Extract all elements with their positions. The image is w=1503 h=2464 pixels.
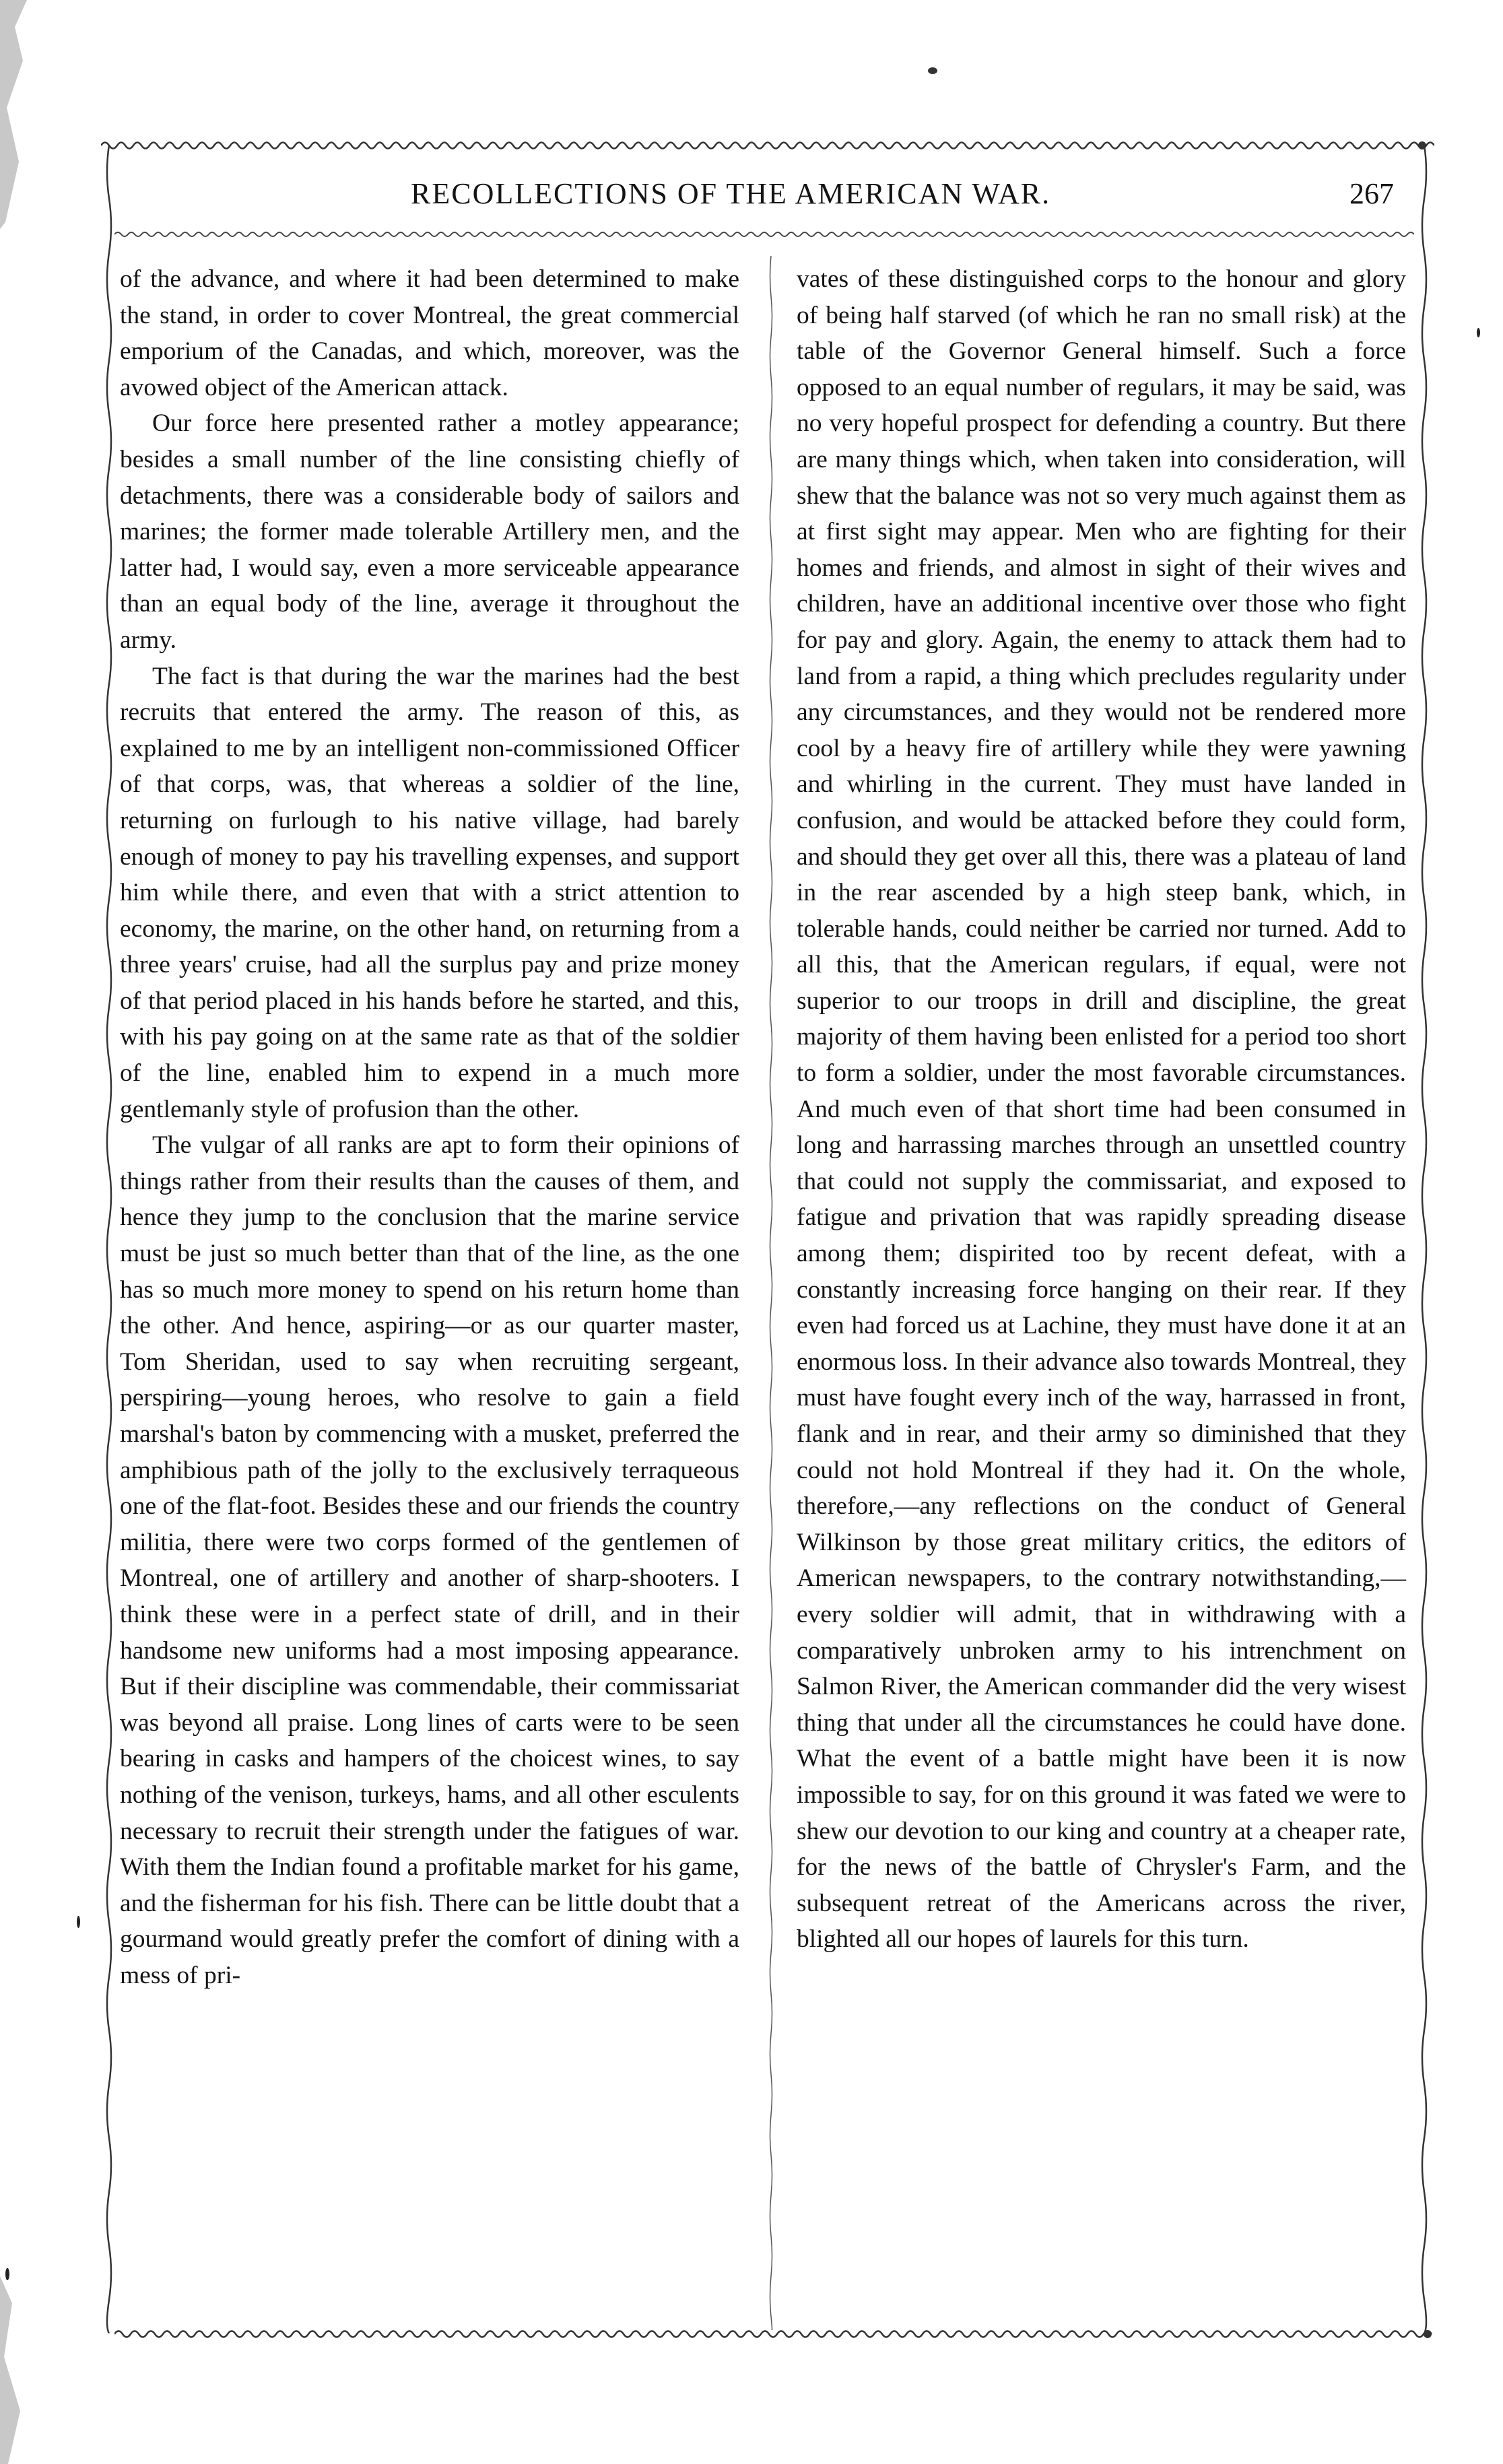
column-divider — [768, 256, 774, 2330]
running-title: RECOLLECTIONS OF THE AMERICAN WAR. — [411, 177, 1051, 210]
scan-speck-right — [1477, 328, 1480, 337]
ornamental-border-left — [104, 145, 114, 2333]
ornamental-border-right — [1420, 145, 1429, 2333]
left-column — [120, 261, 739, 1994]
page-number: 267 — [1349, 177, 1394, 210]
paragraph-left-3: The fact is that during the war the marines had the best recruits that entered the army. The reason of this, as explained to me by an intelligent non-commissioned Officer of that corps, was, that whereas a soldier of the line, returning on furlough to his native village, had barely enough of money to pay his travelling expenses, and support him while there, and even that with a strict attention to economy, the marine, on the other hand, on returning from a three years' cruise, had all the surplus pay and prize money of that period placed in his hands before he started, and this, with his pay going on at the same rate as that of the soldier of the line, enabled him to expend in a much more gentlemanly style of profusion than the other. — [120, 662, 739, 1123]
header-wavy-rule — [114, 229, 1414, 240]
running-header — [128, 176, 1407, 224]
ornamental-border-top — [101, 138, 1434, 153]
scan-edge-texture — [0, 0, 47, 2464]
scan-speck-left-1 — [77, 1916, 80, 1928]
paragraph-left-4: The vulgar of all ranks are apt to form their opinions of things rather from their results than the causes of them, and hence they jump to the conclusion that the marine service must be just so much better than that of the line, as the one has so much more money to spend on his return home than the other. And hence, aspiring—or as our quarter master, Tom Sheridan, used to say when recruiting sergeant, perspiring—young heroes, who resolve to gain a field marshal's baton by commencing with a musket, preferred the amphibious path of the jolly to the exclusively terraqueous one of the flat-foot. Besides these and our friends the country militia, there were two corps formed of the gentlemen of Montreal, one of artillery and another of sharp-shooters. I think these were in a perfect state of drill, and in their handsome new uniforms had a most imposing appearance. But if their discipline was commendable, their commissariat was beyond all praise. Long lines of carts were to be seen bearing in casks and hampers of the choicest wines, to say nothing of the venison, turkeys, hams, and all other esculents necessary to recruit their strength under the fatigues of war. With them the Indian found a profitable market for his game, and the fisherman for his fish. There can be little doubt that a gourmand would greatly prefer the comfort of dining with a mess of pri- — [120, 1131, 739, 1989]
paragraph-right-1: vates of these distinguished corps to the honour and glory of being half starved (of which he ran no small risk) at the table of the Governor General himself. Such a force opposed to an equal number of regulars, it may be said, was no very hopeful prospect for defending a country. But there are many things which, when taken into consideration, will shew that the balance was not so very much against them as at first sight may appear. Men who are fighting for their homes and friends, and almost in sight of their wives and children, have an additional incentive over those who fight for pay and glory. Again, the enemy to attack them had to land from a rapid, a thing which precludes regularity under any circumstances, and they would not be rendered more cool by a heavy fire of artillery while they were yawning and whirling in the current. They must have landed in confusion, and would be attacked before they could form, and should they get over all this, there was a plateau of land in the rear ascended by a high steep bank, which, in tolerable hands, could neither be carried nor turned. Add to all this, that the American regulars, if equal, were not superior to our troops in drill and discipline, the great majority of them having been enlisted for a period too short to form a soldier, under the most favorable circumstances. And much even of that short time had been consumed in long and harrassing marches through an unsettled country that could not supply the commissariat, and exposed to fatigue and privation that was rapidly spreading disease among them; dispirited too by recent defeat, with a constantly increasing force hanging on their rear. If they even had forced us at Lachine, they must have done it at an enormous loss. In their advance also towards Montreal, they must have fought every inch of the way, harrassed in front, flank and in rear, and their army so diminished that they could not hold Montreal if they had it. On the whole, therefore,—any reflections on the conduct of General Wilkinson by those great military critics, the editors of American newspapers, to the contrary notwithstanding,—every soldier will admit, that in withdrawing with a comparatively unbroken army to his intrenchment on Salmon River, the American commander did the very wisest thing that under all the circumstances he could have done. What the event of a battle might have been it is now impossible to say, for on this ground it was fated we were to shew our devotion to our king and country at a cheaper rate, for the news of the battle of Chrysler's Farm, and the subsequent retreat of the Americans across the river, blighted all our hopes of laurels for this turn. — [797, 265, 1406, 1954]
right-column — [797, 261, 1406, 1958]
paragraph-left-2: Our force here presented rather a motley appearance; besides a small number of the line consisting chiefly of detachments, there was a considerable body of sailors and marines; the former made tolerable Artillery men, and the latter had, I would say, even a more serviceable appearance than an equal body of the line, average it throughout the army. — [120, 409, 739, 654]
paragraph-left-1: of the advance, and where it had been determined to make the stand, in order to cover Montreal, the great commercial emporium of the Canadas, and which, moreover, was the avowed object of the American attack. — [120, 265, 739, 401]
scan-speck-top — [928, 67, 937, 74]
ornamental-border-bottom — [114, 2327, 1434, 2341]
scan-speck-left-2 — [5, 2268, 9, 2280]
